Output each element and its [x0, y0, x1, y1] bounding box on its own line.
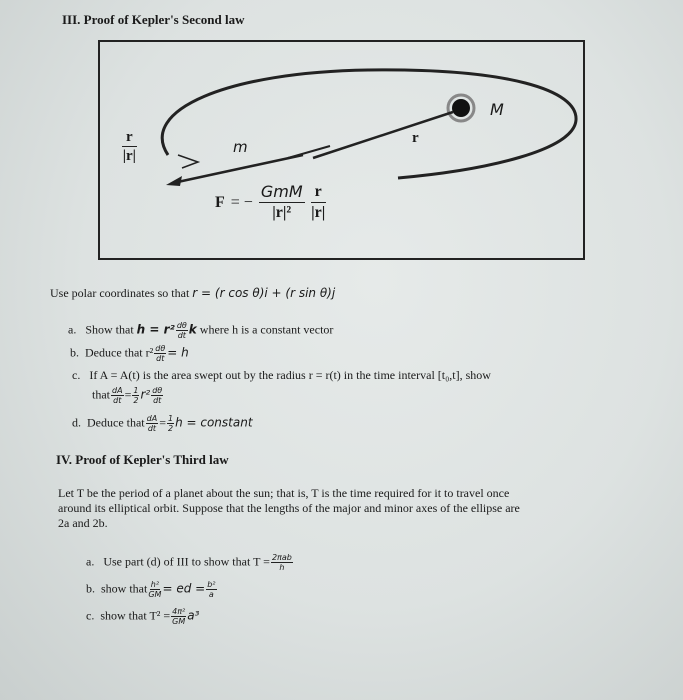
num: h²	[150, 580, 160, 589]
mid: = ed =	[162, 581, 206, 596]
section-3-title: III. Proof of Kepler's Second law	[62, 12, 245, 27]
label-r: r	[412, 130, 419, 146]
letter: a.	[86, 554, 95, 569]
force-den: |r|²	[272, 204, 292, 221]
letter: c.	[86, 608, 95, 623]
num: dθ	[176, 321, 187, 330]
den: GM	[148, 590, 162, 599]
item-4b	[86, 580, 218, 599]
den: dt	[156, 354, 165, 363]
force-unit-num: r	[311, 182, 326, 203]
num: 4π²	[172, 607, 186, 616]
num: dA	[146, 414, 158, 423]
unit-num: r	[122, 128, 137, 147]
den: GM	[172, 617, 186, 626]
den: h	[279, 563, 285, 572]
item-3c-line2	[92, 386, 164, 405]
item-3c	[72, 368, 491, 383]
para-line: Let T be the period of a planet about the sun; that is, T is the time required for it to travel once	[58, 486, 510, 500]
num: dA	[112, 386, 123, 395]
den: dt	[177, 331, 186, 340]
force-formula	[215, 182, 326, 223]
pre: show that T² =	[100, 608, 171, 623]
para-line: around its elliptical orbit. Suppose that the lengths of the major and minor axes of the ellipse are	[58, 501, 520, 515]
intro-formula: r = (r cos θ)i + (r sin θ)j	[192, 286, 336, 300]
letter: c.	[72, 368, 81, 382]
pre: Use part (d) of III to show that T =	[103, 554, 270, 569]
letter: b.	[86, 581, 95, 596]
den: a	[208, 590, 214, 599]
pre: Show that	[85, 322, 134, 337]
den: 2	[133, 396, 139, 405]
num: dθ	[155, 344, 166, 353]
post: = h	[167, 345, 189, 360]
item-4a	[86, 553, 294, 572]
num: b²	[207, 580, 216, 589]
den: dt	[153, 396, 162, 405]
num: 1	[167, 414, 174, 423]
den: 2	[167, 424, 174, 433]
eq: =	[159, 415, 166, 430]
lhs: h = r²	[136, 322, 175, 337]
num: dθ	[152, 386, 163, 395]
pre: show that	[101, 581, 148, 596]
radius-vector	[313, 112, 453, 158]
item-3a	[68, 321, 333, 340]
intro-text: Use polar coordinates so that	[50, 286, 190, 300]
unit-den: |r|	[122, 148, 136, 164]
den: dt	[113, 396, 122, 405]
orbit-ellipse	[162, 70, 576, 178]
eq: =	[124, 387, 132, 402]
post: where h is a constant vector	[199, 322, 334, 337]
letter: b.	[70, 345, 79, 360]
item-4c	[86, 607, 199, 626]
force-lhs: F	[215, 193, 225, 211]
item-3d	[72, 414, 253, 433]
force-unit-den: |r|	[311, 204, 326, 221]
unit-vector-label	[122, 128, 137, 165]
orbit-drawing	[98, 40, 585, 260]
section-4-title: IV. Proof of Kepler's Third law	[56, 452, 229, 467]
num: 2πab	[271, 553, 292, 562]
that: that	[92, 387, 110, 402]
letter: d.	[72, 415, 81, 430]
label-m: m	[233, 138, 248, 156]
pre: Deduce that	[87, 415, 145, 430]
k: k	[188, 322, 197, 337]
den: dt	[147, 424, 157, 433]
item-3b	[70, 344, 189, 363]
pre: Deduce that r²	[85, 345, 154, 360]
pre: If A = A(t) is the area swept out by the radius r = r(t) in the time interval [t₀,t], show	[89, 368, 491, 382]
force-num: GmM	[260, 182, 303, 201]
label-M: M	[490, 100, 504, 119]
r2: r²	[140, 387, 151, 402]
force-eq: = −	[230, 193, 253, 211]
post: h = constant	[175, 415, 253, 430]
polar-intro	[50, 286, 335, 301]
num: 1	[133, 386, 139, 395]
a3: a³	[187, 608, 200, 623]
sun-dot	[452, 99, 470, 117]
para-line: 2a and 2b.	[58, 516, 108, 530]
orbit-diagram	[98, 40, 585, 260]
section-4-paragraph	[58, 486, 520, 531]
letter: a.	[68, 322, 77, 337]
force-vector	[173, 155, 303, 183]
